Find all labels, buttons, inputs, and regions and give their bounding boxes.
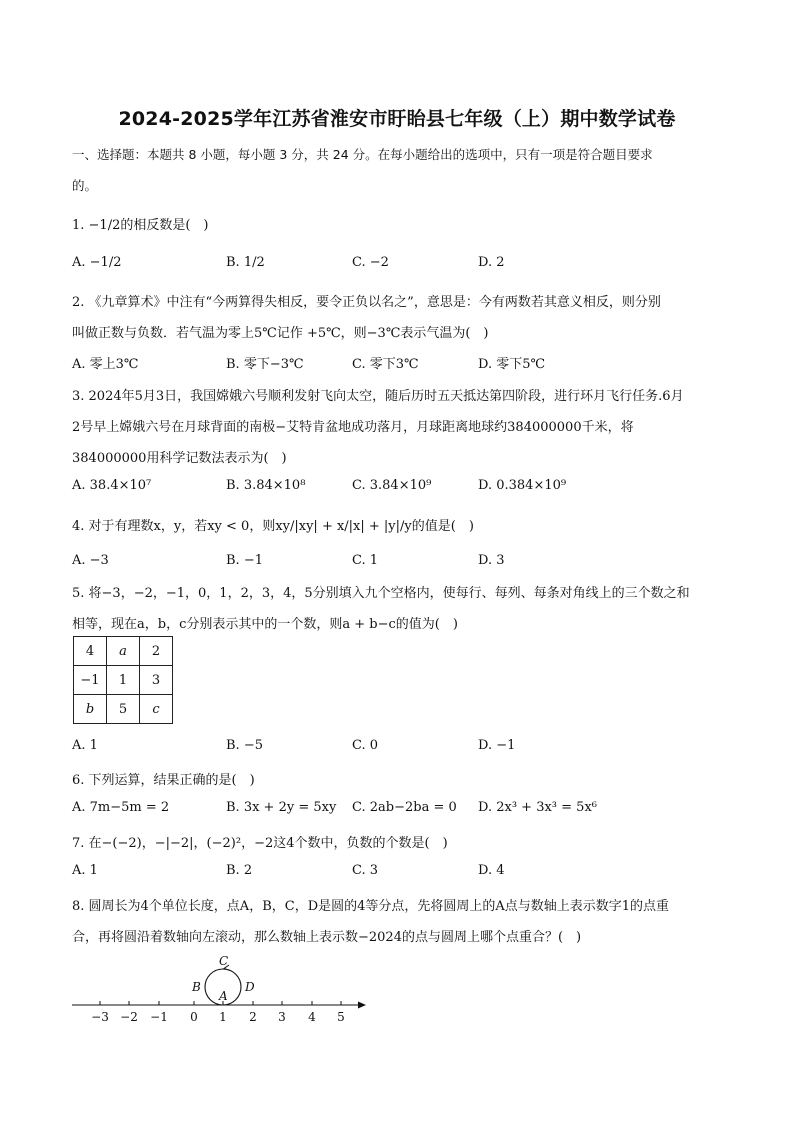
q2-option-c: C. 零下3℃ — [352, 357, 419, 372]
q5-option-b: B. −5 — [226, 738, 263, 753]
tick-label: 0 — [190, 1010, 198, 1024]
q4-stem: 4. 对于有理数x，y，若xy < 0，则xy/|xy| + x/|x| + |y|/y的值是( ) — [72, 519, 474, 534]
grid-cell: a — [107, 637, 140, 666]
q3-option-b: B. 3.84×10⁸ — [226, 478, 306, 493]
grid-cell: 3 — [140, 666, 173, 695]
q1-options — [72, 255, 732, 273]
q5-stem-line1: 5. 将−3，−2，−1，0，1，2，3，4，5分别填入九个空格内，使每行、每列、每条对角线上的三个数之和 — [72, 586, 690, 601]
tick-label: 2 — [249, 1010, 257, 1024]
q4-options — [72, 553, 732, 571]
q2-options — [72, 353, 732, 371]
q6-stem: 6. 下列运算，结果正确的是( ) — [72, 773, 255, 788]
q3-stem-line3: 384000000用科学记数法表示为( ) — [72, 451, 287, 466]
tick-label: 5 — [337, 1010, 345, 1024]
grid-cell: −1 — [74, 666, 107, 695]
q6-options — [72, 800, 732, 818]
tick-label: 3 — [278, 1010, 286, 1024]
q7-option-b: B. 2 — [226, 863, 253, 878]
point-label-a: A — [219, 989, 228, 1003]
q1-stem: 1. −1/2的相反数是( ) — [72, 218, 209, 233]
q7-option-a: A. 1 — [72, 863, 98, 878]
grid-row-3 — [74, 695, 173, 724]
q3-option-d: D. 0.384×10⁹ — [478, 478, 567, 493]
q1-option-c: C. −2 — [352, 255, 389, 270]
q3-option-a: A. 38.4×10⁷ — [72, 478, 152, 493]
point-label-b: B — [192, 980, 201, 994]
section-instructions-line2: 的。 — [72, 178, 98, 193]
grid-row-1 — [74, 637, 173, 666]
grid-cell: 4 — [74, 637, 107, 666]
q4-option-c: C. 1 — [352, 553, 379, 568]
q2-option-d: D. 零下5℃ — [478, 357, 546, 372]
q8-stem-line1: 8. 圆周长为4个单位长度，点A，B，C，D是圆的4等分点，先将圆周上的A点与数轴上表示数字1的点重 — [72, 899, 670, 914]
grid-cell: 1 — [107, 666, 140, 695]
q2-option-b: B. 零下−3℃ — [226, 357, 304, 372]
grid-cell: c — [140, 695, 173, 724]
axis-arrowhead — [358, 1002, 366, 1009]
q6-option-d: D. 2x³ + 3x³ = 5x⁶ — [478, 800, 597, 815]
q2-stem-line2: 叫做正数与负数．若气温为零上5℃记作 +5℃，则−3℃表示气温为( ) — [72, 326, 489, 341]
grid-cell: 5 — [107, 695, 140, 724]
tick-label: −1 — [150, 1010, 168, 1024]
q1-option-a: A. −1/2 — [72, 255, 122, 270]
q5-stem-line2: 相等，现在a，b，c分别表示其中的一个数，则a + b−c的值为( ) — [72, 617, 458, 632]
q3-stem-line2: 2号早上嫦娥六号在月球背面的南极−艾特肯盆地成功落月，月球距离地球约384000000千米，将 — [72, 420, 634, 435]
tick-label: −2 — [120, 1010, 138, 1024]
tick-label: 4 — [308, 1010, 316, 1024]
exam-title: 2024-2025学年江苏省淮安市盱眙县七年级（上）期中数学试卷 — [118, 108, 676, 130]
q5-option-d: D. −1 — [478, 738, 516, 753]
q8-stem-line2: 合，再将圆沿着数轴向左滚动，那么数轴上表示数−2024的点与圆周上哪个点重合？( ) — [72, 930, 582, 945]
q1-option-d: D. 2 — [478, 255, 505, 270]
grid-cell: 2 — [140, 637, 173, 666]
magic-square-grid — [73, 636, 173, 724]
q5-option-a: A. 1 — [72, 738, 98, 753]
grid-row-2 — [74, 666, 173, 695]
q7-options — [72, 863, 732, 881]
q4-option-d: D. 3 — [478, 553, 505, 568]
q5-options — [72, 738, 732, 756]
axis-tick-labels — [91, 1010, 345, 1024]
q7-stem: 7. 在−(−2)，−|−2|，(−2)²，−2这4个数中，负数的个数是( ) — [72, 836, 448, 851]
tick-label: 1 — [219, 1010, 227, 1024]
point-label-c: C — [219, 954, 229, 968]
section-instructions-line1: 一、选择题：本题共 8 小题，每小题 3 分，共 24 分。在每小题给出的选项中，只有一项是符合题目要求 — [72, 147, 653, 162]
q2-option-a: A. 零上3℃ — [72, 357, 139, 372]
circle-point-labels — [191, 954, 255, 1003]
q7-option-c: C. 3 — [352, 863, 379, 878]
q7-option-d: D. 4 — [478, 863, 505, 878]
q4-option-b: B. −1 — [226, 553, 263, 568]
number-line-figure — [66, 952, 376, 1032]
q6-option-a: A. 7m−5m = 2 — [72, 800, 170, 815]
q6-option-b: B. 3x + 2y = 5xy — [226, 800, 337, 815]
q3-stem-line1: 3. 2024年5月3日，我国嫦娥六号顺利发射飞向太空，随后历时五天抵达第四阶段，进行环月飞行任务.6月 — [72, 389, 684, 404]
grid-cell: b — [74, 695, 107, 724]
q2-stem-line1: 2. 《九章算术》中注有“今两算得失相反，要令正负以名之”，意思是：今有两数若其意义相反，则分别 — [72, 295, 661, 310]
q1-option-b: B. 1/2 — [226, 255, 265, 270]
tick-label: −3 — [91, 1010, 109, 1024]
q3-options — [72, 478, 732, 496]
q5-option-c: C. 0 — [352, 738, 379, 753]
q3-option-c: C. 3.84×10⁹ — [352, 478, 432, 493]
point-label-d: D — [245, 980, 255, 994]
q6-option-c: C. 2ab−2ba = 0 — [352, 800, 457, 815]
q4-option-a: A. −3 — [72, 553, 109, 568]
